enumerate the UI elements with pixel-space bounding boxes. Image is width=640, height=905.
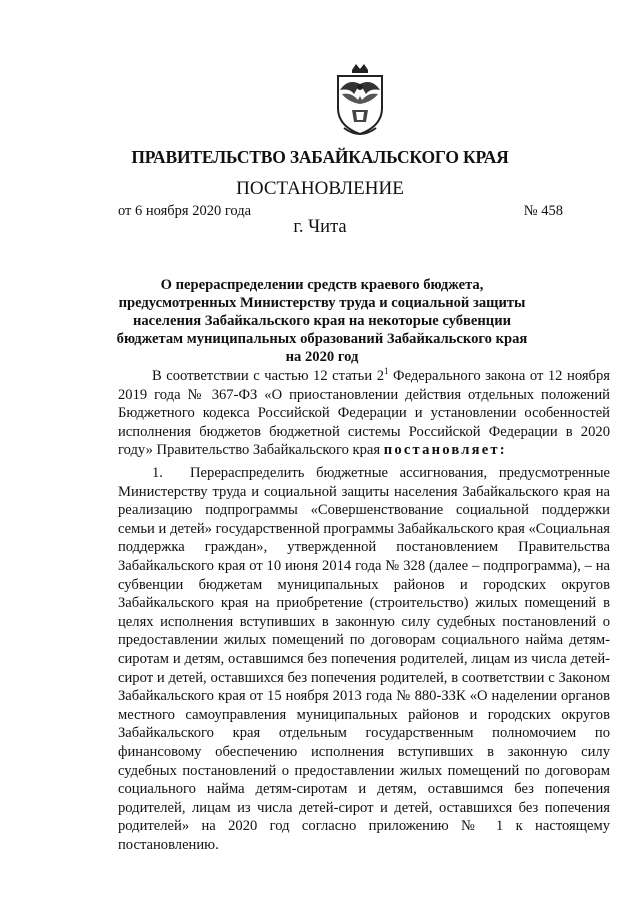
preamble-text-after: Федерального закона от 12 ноября 2019 года № 367-ФЗ «О приостановлении действия отдельных положений Бюджетного кодекса Российской Федерации и установлении особенностей исполнения бюджетов бюджетной системы Российской Федерации в 2020 году» Правительство Забайкальского края [118,368,610,459]
government-title: ПРАВИТЕЛЬСТВО ЗАБАЙКАЛЬСКОГО КРАЯ [131,147,509,167]
document-date: от 6 ноября 2020 года [118,203,252,219]
document-type: ПОСТАНОВЛЕНИЕ [236,178,404,199]
preamble-superscript: 1 [384,366,389,377]
document-city: г. Чита [293,217,347,237]
item-text: Перераспределить бюджетные ассигнования, предусмотренные Министерству труда и социальной защиты населения Забайкальского края на реализацию подпрограммы «Совершенствование социальной поддержки семьи и детей» государственной программы Забайкальского края «Социальная поддержка граждан», утвержденной постановлением Правительства Забайкальского края от 10 июня 2014 года № 328 (далее – подпрограмма), – на субвенции бюджетам муниципальных районов и городских округов Забайкальского края на приобретение (строительство) жилых помещений в целях исполнения вступивших в законную силу судебных постановлений о предоставлении жилых помещений по договорам социального найма детям-сиротам и детям, оставшимся без попечения родителей, лицам из числа детей-сирот и детей, оставшихся без попечения родителей, в соответствии с Законом Забайкальского края от 15 ноября 2013 года № 880-ЗЗК «О наделении органов местного самоуправления муниципальных районов и городских округов Забайкальского края отдельным государственным полномочием по финансовому обеспечению исполнения вступивших в законную силу судебных постановлений о предоставлении жилых помещений по договорам социального найма детям-сиротам и детям, оставшимся без попечения родителей, лицам из числа детей-сирот и детей, оставшихся без попечения родителей» на 2020 год согласно приложению № 1 к настоящему постановлению. [118,465,610,853]
decree-word: постановляет: [383,442,507,459]
coat-of-arms-icon [330,60,390,140]
document-number: № 458 [523,203,563,219]
item-number: 1. [152,465,163,481]
preamble-text-before: В соответствии с частью 12 статьи 2 [152,368,384,384]
document-subject: О перераспределении средств краевого бюджета, предусмотренных Министерству труда и социальной защиты населения Забайкальского края на некоторые субвенции бюджетам муниципальных образований Забайкальского края на 2020 год [116,277,528,365]
preamble-paragraph [118,367,610,460]
item-paragraph [118,464,610,854]
